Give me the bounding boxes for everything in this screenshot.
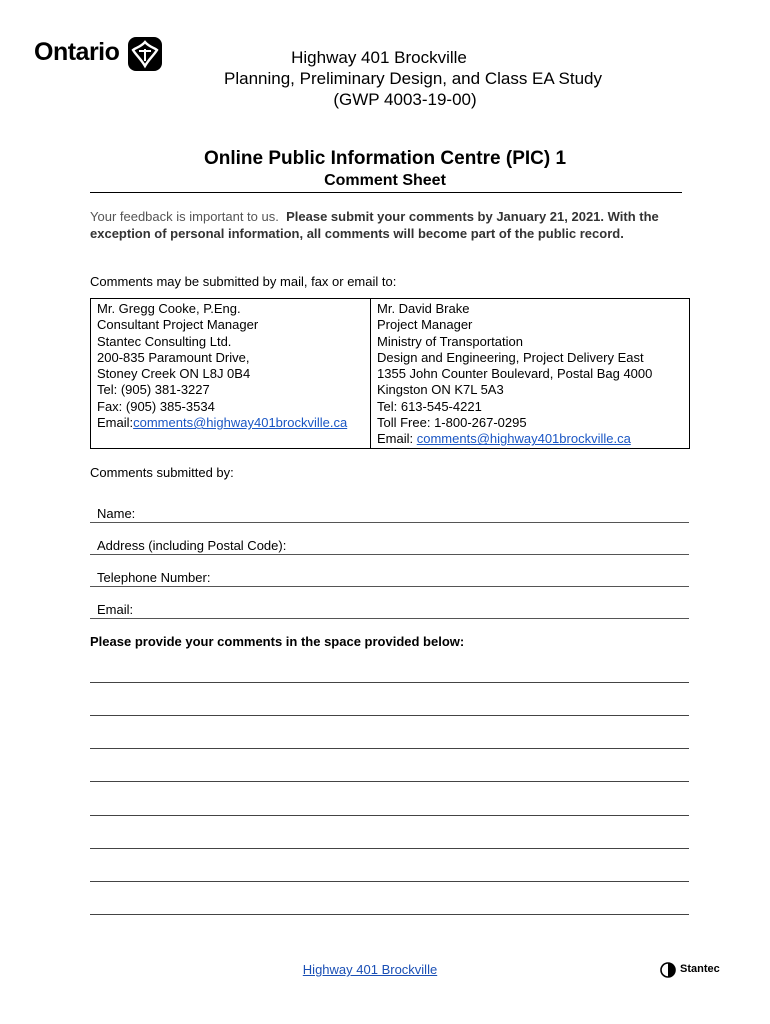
- name-field-label: Name:: [97, 506, 136, 521]
- page-title: Online Public Information Centre (PIC) 1: [203, 148, 567, 169]
- contact-line: 200-835 Paramount Drive,: [97, 349, 250, 365]
- contact-line: Stantec Consulting Ltd.: [97, 333, 232, 349]
- contact-email-line: [97, 415, 347, 431]
- page-subtitle: Comment Sheet: [324, 172, 446, 189]
- contact-ministry: [377, 301, 652, 448]
- contact-line: Project Manager: [377, 317, 473, 333]
- mail-instructions: Comments may be submitted by mail, fax or email to:: [90, 274, 397, 289]
- comments-prompt: Please provide your comments in the space provided below:: [90, 634, 465, 649]
- contact-line: Mr. David Brake: [377, 301, 470, 316]
- contact-email-line: [377, 431, 652, 447]
- gwp-number: (GWP 4003-19-00): [333, 90, 477, 109]
- intro-plain-text: Your feedback is important to us.: [90, 209, 279, 224]
- comment-line[interactable]: [90, 881, 689, 882]
- comment-line[interactable]: [90, 781, 689, 782]
- contact-line: 1355 John Counter Boulevard, Postal Bag 4000: [377, 366, 653, 382]
- comment-line[interactable]: [90, 748, 689, 749]
- project-header: [0, 47, 770, 110]
- comment-line[interactable]: [90, 715, 689, 716]
- contact-line: Kingston ON K7L 5A3: [377, 382, 504, 398]
- ministry-email-link[interactable]: comments@highway401brockville.ca: [416, 431, 631, 447]
- comment-line[interactable]: [90, 914, 689, 915]
- title-divider: [90, 192, 682, 193]
- telephone-field-label: Telephone Number:: [97, 570, 211, 585]
- contact-line: Design and Engineering, Project Delivery East: [377, 349, 644, 365]
- address-field-label: Address (including Postal Code):: [97, 538, 287, 553]
- email-field[interactable]: [90, 598, 689, 619]
- contact-line: Consultant Project Manager: [97, 317, 259, 333]
- stantec-logo-icon: [660, 962, 676, 978]
- email-prefix: Email:: [377, 431, 417, 447]
- email-field-label: Email:: [97, 602, 134, 617]
- contact-line: Fax: (905) 385-3534: [97, 398, 215, 414]
- name-field[interactable]: [90, 502, 689, 523]
- ontario-wordmark: Ontario: [34, 38, 120, 66]
- stantec-wordmark: Stantec: [680, 963, 720, 975]
- intro-paragraph: [90, 209, 690, 242]
- contact-line: Stoney Creek ON L8J 0B4: [97, 366, 251, 382]
- contact-consultant: [97, 301, 347, 431]
- contact-line: Tel: (905) 381-3227: [97, 382, 210, 398]
- intro-bold-text: Please submit your comments by January 21, 2021. With the exception of personal information, all comments will become part of the public record.: [90, 209, 659, 241]
- contact-line: Toll Free: 1-800-267-0295: [377, 415, 527, 431]
- comment-line[interactable]: [90, 815, 689, 816]
- footer-link[interactable]: Highway 401 Brockville: [302, 962, 438, 977]
- contact-line: Tel: 613-545-4221: [377, 398, 482, 414]
- telephone-field[interactable]: [90, 566, 689, 587]
- email-prefix: Email:: [97, 415, 134, 431]
- consultant-email-link[interactable]: comments@highway401brockville.ca: [133, 415, 348, 431]
- contact-line: Ministry of Transportation: [377, 333, 523, 349]
- comment-line[interactable]: [90, 848, 689, 849]
- address-field[interactable]: [90, 534, 689, 555]
- study-name: Planning, Preliminary Design, and Class EA Study: [224, 69, 602, 88]
- submitted-by-label: Comments submitted by:: [90, 465, 234, 480]
- project-name: Highway 401 Brockville: [291, 48, 467, 67]
- comment-line[interactable]: [90, 682, 689, 683]
- contact-table-divider: [370, 298, 371, 449]
- contact-line: Mr. Gregg Cooke, P.Eng.: [97, 301, 241, 316]
